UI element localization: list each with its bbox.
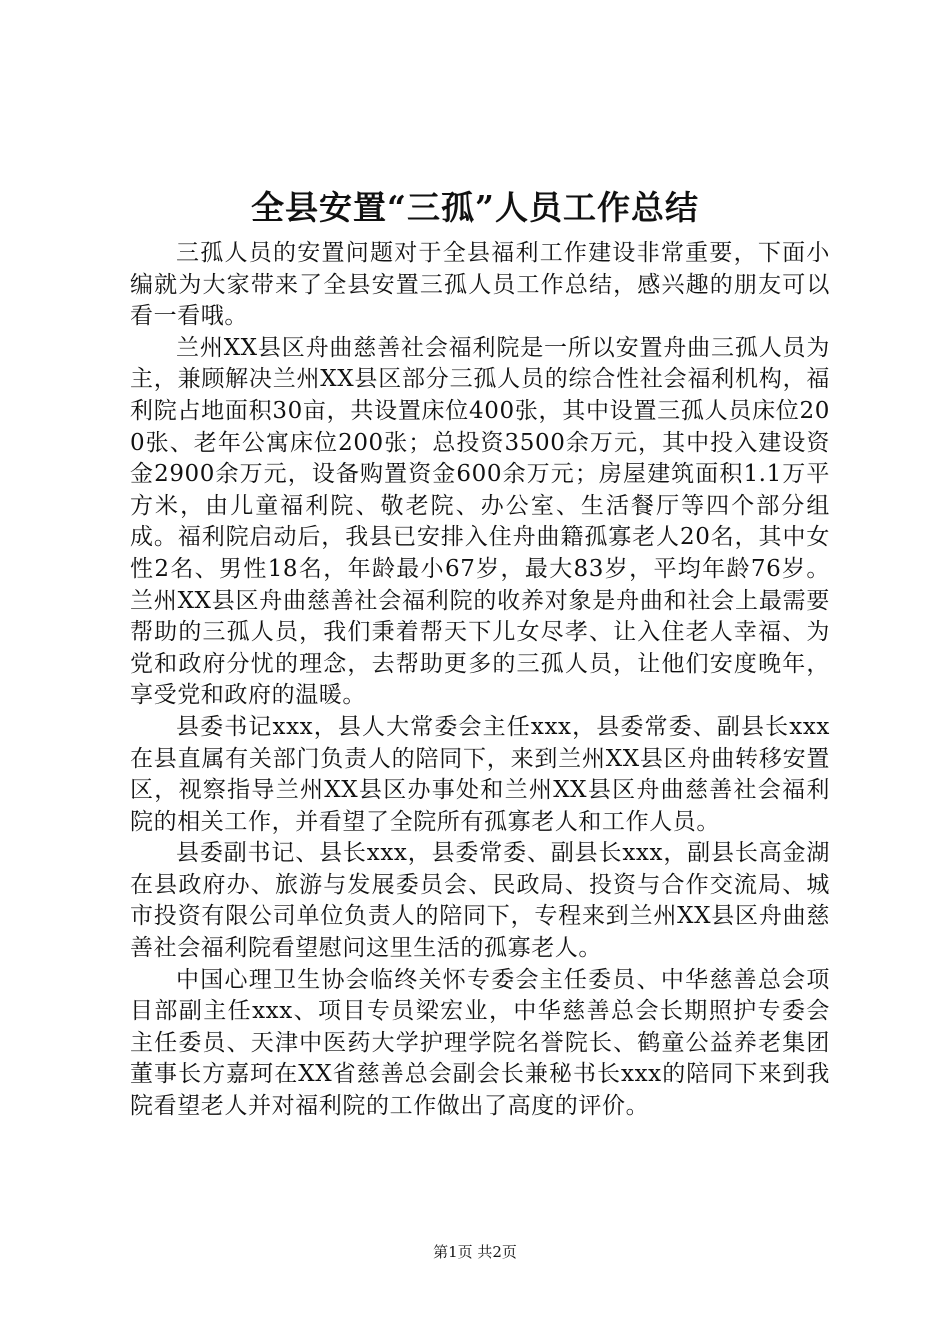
document-body xyxy=(130,238,830,1123)
paragraph-secretary-visit: 县委书记xxx，县人大常委会主任xxx，县委常委、副县长xxx在县直属有关部门负责人的陪同下，来到兰州XX县区舟曲转移安置区，视察指导兰州XX县区办事处和兰州XX县区舟曲慈善社会福利院的相关工作，并看望了全院所有孤寡老人和工作人员。 xyxy=(130,713,830,835)
paragraph-charity-visit: 中国心理卫生协会临终关怀专委会主任委员、中华慈善总会项目部副主任xxx、项目专员梁宏业，中华慈善总会长期照护专委会主任委员、天津中医药大学护理学院名誉院长、鹤童公益养老集团董事长方嘉珂在XX省慈善总会副会长兼秘书长xxx的陪同下来到我院看望老人并对福利院的工作做出了高度的评价。 xyxy=(130,966,830,1120)
document-title: 全县安置“三孤”人员工作总结 xyxy=(251,188,699,227)
paragraph-welfare-institution: 兰州XX县区舟曲慈善社会福利院是一所以安置舟曲三孤人员为主，兼顾解决兰州XX县区部分三孤人员的综合性社会福利机构，福利院占地面积30亩，共设置床位400张，其中设置三孤人员床位200张、老年公寓床位200张；总投资3500余万元，其中投入建设资金2900余万元，设备购置资金600余万元；房屋建筑面积1.1万平方米，由儿童福利院、敬老院、办公室、生活餐厅等四个部分组成。福利院启动后，我县已安排入住舟曲籍孤寡老人20名，其中女性2名、男性18名，年龄最小67岁，最大83岁，平均年龄76岁。兰州XX县区舟曲慈善社会福利院的收养对象是舟曲和社会上最需要帮助的三孤人员，我们秉着帮天下儿女尽孝、让入住老人幸福、为党和政府分忧的理念，去帮助更多的三孤人员，让他们安度晚年，享受党和政府的温暖。 xyxy=(130,334,830,709)
paragraph-intro: 三孤人员的安置问题对于全县福利工作建设非常重要，下面小编就为大家带来了全县安置三孤人员工作总结，感兴趣的朋友可以看一看哦。 xyxy=(130,240,830,330)
page-indicator: 第1页 共2页 xyxy=(433,1243,517,1261)
paragraph-county-head-visit: 县委副书记、县长xxx，县委常委、副县长xxx，副县长高金湖在县政府办、旅游与发展委员会、民政局、投资与合作交流局、城市投资有限公司单位负责人的陪同下，专程来到兰州XX县区舟曲慈善社会福利院看望慰问这里生活的孤寡老人。 xyxy=(130,840,830,962)
